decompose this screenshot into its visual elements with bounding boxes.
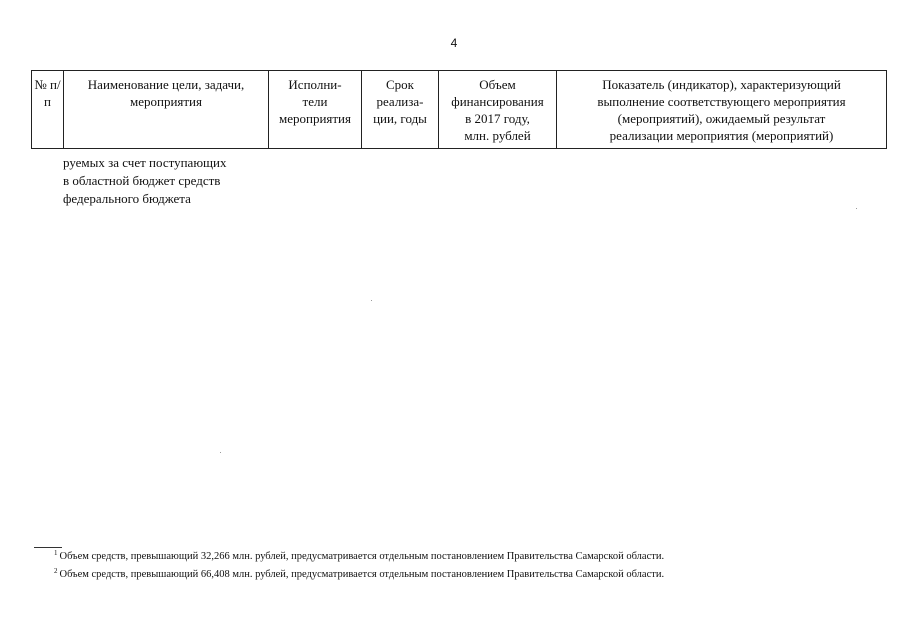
footnote-2 <box>54 564 874 582</box>
footnote-mark: 1 <box>54 549 58 557</box>
footnote-mark: 2 <box>54 567 58 575</box>
continuation-text: руемых за счет поступающих в областной бюджет средств федерального бюджета <box>63 155 227 206</box>
footnote-text: Объем средств, превышающий 66,408 млн. рублей, предусматривается отдельным постановлением Правительства Самарской области. <box>59 569 665 580</box>
footnote-1 <box>54 546 874 564</box>
plan-table <box>31 70 887 149</box>
page-number: 4 <box>450 36 458 50</box>
header-goal-name: Наименование цели, задачи, мероприятия <box>64 71 269 149</box>
header-executors: Исполни- тели мероприятия <box>269 71 362 149</box>
header-indicator: Показатель (индикатор), характеризующий выполнение соответствующего мероприятия (мероприятий), ожидаемый результат реализации мероприятия (мероприятий) <box>557 71 887 149</box>
scan-speck <box>220 452 221 453</box>
scan-speck <box>856 208 857 209</box>
footnotes <box>54 546 874 582</box>
footnote-text: Объем средств, превышающий 32,266 млн. рублей, предусматривается отдельным постановлением Правительства Самарской области. <box>59 551 665 562</box>
header-term: Срок реализа- ции, годы <box>362 71 439 149</box>
header-funding: Объем финансирования в 2017 году, млн. рублей <box>439 71 557 149</box>
header-number: № п/п <box>32 71 64 149</box>
scan-speck <box>371 300 372 301</box>
table-header-row <box>32 71 887 149</box>
